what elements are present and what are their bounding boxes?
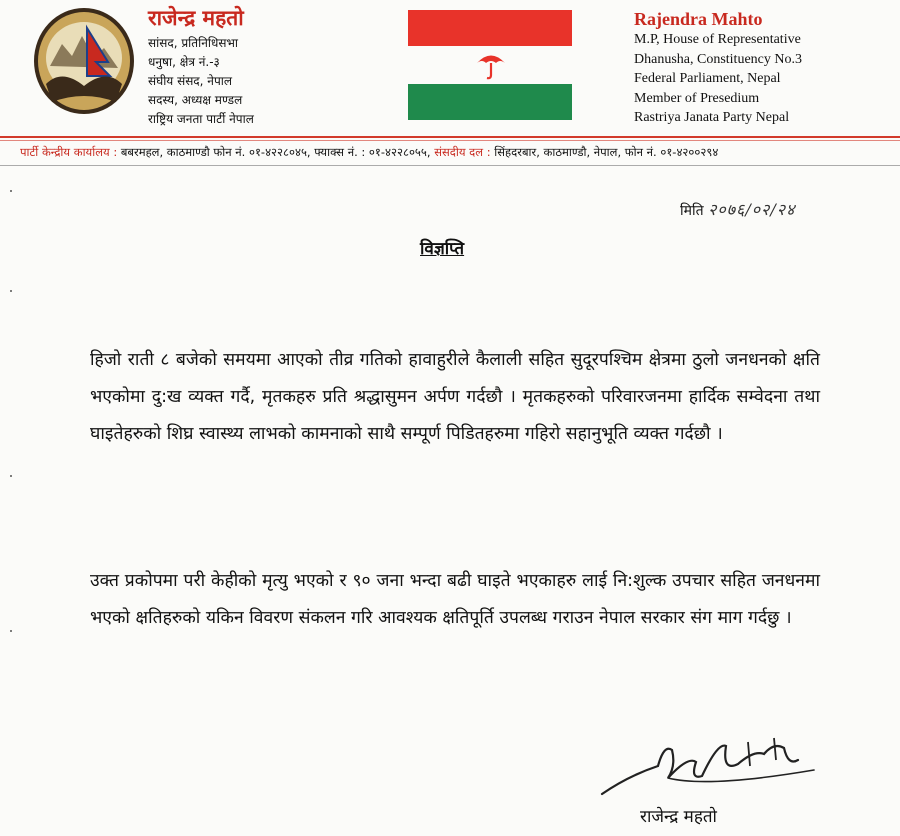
handwritten-signature bbox=[598, 736, 816, 800]
scan-speck bbox=[10, 475, 12, 477]
scan-speck bbox=[10, 630, 12, 632]
office-label: पार्टी केन्द्रीय कार्यालय : bbox=[20, 145, 118, 159]
letterhead-line: सदस्य, अध्यक्ष मण्डल bbox=[148, 93, 243, 107]
address-rule bbox=[0, 165, 900, 166]
party-emblem-icon bbox=[32, 6, 136, 116]
letterhead-line: सांसद, प्रतिनिधिसभा bbox=[148, 36, 239, 50]
letterhead-line: Federal Parliament, Nepal bbox=[634, 71, 781, 86]
date-label: मिति bbox=[680, 203, 704, 219]
date-value: २०७६/०२/२४ bbox=[708, 200, 796, 219]
letterhead-line: Member of Presedium bbox=[634, 90, 760, 106]
parliament-text: सिंहदरबार, काठमाण्डौ, नेपाल, फोन नं. ०१-४२००२९४ bbox=[490, 145, 719, 159]
scan-speck bbox=[10, 190, 12, 192]
body-paragraph: हिजो राती ८ बजेको समयमा आएको तीव्र गतिको हावाहुरीले कैलाली सहित सुदूरपश्चिम क्षेत्रमा ठुलो जनधनको क्षति भएकोमा दु:ख व्यक्त गर्दै, मृतकहरु प्रति श्रद्धासुमन अर्पण गर्दछौ । मृतकहरुको परिवारजनमा हार्दिक सम्वेदना तथा घाइतेहरुको शिघ्र स्वास्थ्य लाभको कामनाको साथै सम्पूर्ण पिडितहरुमा गहिरो सहानुभूति व्यक्त गर्दछौ । bbox=[90, 350, 820, 444]
parliament-label: संसदीय दल : bbox=[430, 145, 491, 159]
letterhead-name-hindi: राजेन्द्र महतो bbox=[148, 6, 244, 30]
letterhead-line: Dhanusha, Constituency No.3 bbox=[634, 51, 802, 67]
letterhead-line: Rastriya Janata Party Nepal bbox=[634, 110, 790, 125]
date-line bbox=[680, 198, 795, 220]
letterhead-name-english: Rajendra Mahto bbox=[634, 9, 763, 29]
letterhead-hindi bbox=[148, 4, 254, 129]
office-address-line bbox=[20, 145, 718, 160]
party-flag-umbrella-icon bbox=[408, 10, 572, 122]
letterhead-english bbox=[634, 8, 802, 128]
letterhead-line: राष्ट्रिय जनता पार्टी नेपाल bbox=[148, 112, 254, 126]
header-rule bbox=[0, 136, 900, 138]
header-rule bbox=[0, 140, 900, 141]
umbrella-icon bbox=[474, 48, 508, 82]
signatory-name: राजेन्द्र महतो bbox=[640, 807, 717, 827]
body-paragraph: उक्त प्रकोपमा परी केहीको मृत्यु भएको र ९० जना भन्दा बढी घाइते भएकाहरु लाई नि:शुल्क उपचार सहित जनधनमा भएको क्षतिहरुको यकिन विवरण संकलन गरि आवश्यक क्षतिपूर्ति उपलब्ध गराउन नेपाल सरकार संग माग गर्दछु । bbox=[90, 571, 820, 628]
letterhead-line: संघीय संसद, नेपाल bbox=[148, 74, 233, 88]
office-text: बबरमहल, काठमाण्डौ फोन नं. ०१-४२२८०४५, फ्याक्स नं. : ०१-४२२८०५५, bbox=[117, 145, 431, 159]
scan-speck bbox=[10, 290, 12, 292]
letterhead-line: M.P, House of Representative bbox=[634, 32, 801, 47]
notice-title: विज्ञप्ति bbox=[420, 239, 465, 259]
letterhead-line: धनुषा, क्षेत्र नं.-३ bbox=[148, 55, 220, 69]
